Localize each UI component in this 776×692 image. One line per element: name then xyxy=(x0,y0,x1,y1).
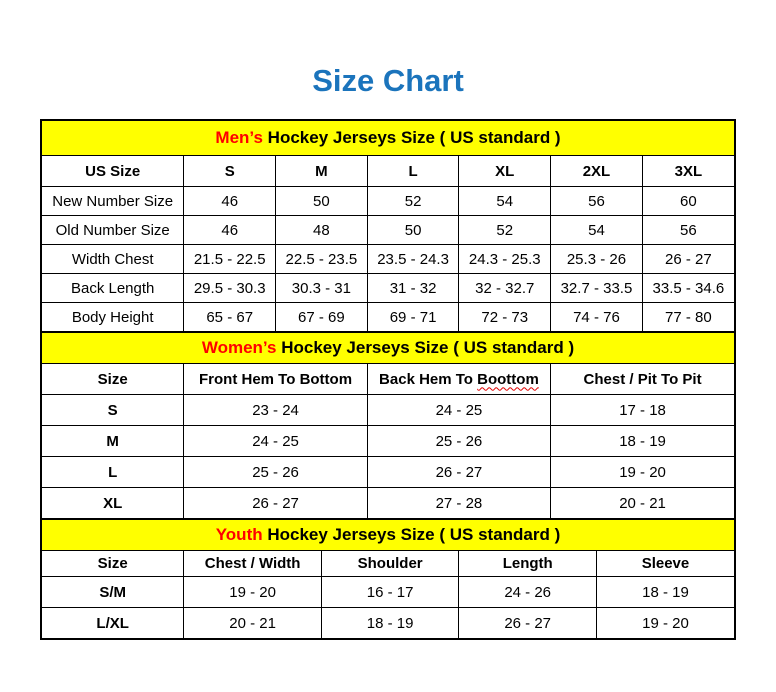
value-cell: 30.3 - 31 xyxy=(276,274,368,303)
value-cell: 32.7 - 33.5 xyxy=(551,274,643,303)
value-cell: 65 - 67 xyxy=(184,303,276,332)
column-header-row xyxy=(42,364,734,395)
row-label-cell: S xyxy=(42,395,184,426)
table-row xyxy=(42,608,734,639)
size-chart xyxy=(40,119,736,640)
youth-size-table xyxy=(42,551,734,638)
value-cell: 56 xyxy=(642,216,734,245)
value-cell: 24.3 - 25.3 xyxy=(459,245,551,274)
column-header-text: Back Hem To xyxy=(379,370,478,388)
column-header-cell: Size xyxy=(42,551,184,577)
column-header-cell: Front Hem To Bottom xyxy=(184,364,367,395)
misspelled-word: Boottom xyxy=(477,370,539,388)
value-cell: 48 xyxy=(276,216,368,245)
value-cell: 20 - 21 xyxy=(551,488,734,519)
value-cell: 23.5 - 24.3 xyxy=(367,245,459,274)
value-cell: 18 - 19 xyxy=(551,426,734,457)
row-label-cell: L xyxy=(42,457,184,488)
value-cell: 26 - 27 xyxy=(367,457,550,488)
value-cell: 31 - 32 xyxy=(367,274,459,303)
table-row xyxy=(42,303,734,332)
column-header-row xyxy=(42,156,734,187)
value-cell: 46 xyxy=(184,216,276,245)
value-cell: 74 - 76 xyxy=(551,303,643,332)
row-label-cell: Back Length xyxy=(42,274,184,303)
value-cell: 67 - 69 xyxy=(276,303,368,332)
value-cell: 52 xyxy=(367,187,459,216)
column-header-row xyxy=(42,551,734,577)
value-cell: 24 - 26 xyxy=(459,577,597,608)
value-cell: 25.3 - 26 xyxy=(551,245,643,274)
value-cell: 33.5 - 34.6 xyxy=(642,274,734,303)
womens-heading-text: Hockey Jerseys Size ( US standard ) xyxy=(276,338,575,357)
value-cell: 18 - 19 xyxy=(596,577,734,608)
column-header-cell: Sleeve xyxy=(596,551,734,577)
value-cell: 32 - 32.7 xyxy=(459,274,551,303)
value-cell: 60 xyxy=(642,187,734,216)
value-cell: 21.5 - 22.5 xyxy=(184,245,276,274)
column-header-cell: S xyxy=(184,156,276,187)
youth-heading-highlight: Youth xyxy=(215,525,263,544)
table-row xyxy=(42,187,734,216)
table-row xyxy=(42,216,734,245)
table-row xyxy=(42,488,734,519)
value-cell: 54 xyxy=(459,187,551,216)
table-row xyxy=(42,395,734,426)
value-cell: 23 - 24 xyxy=(184,395,367,426)
value-cell: 20 - 21 xyxy=(184,608,322,639)
column-header-cell: 2XL xyxy=(551,156,643,187)
row-label-cell: Body Height xyxy=(42,303,184,332)
row-label-cell: S/M xyxy=(42,577,184,608)
section-youth xyxy=(42,518,734,638)
row-label-cell: Width Chest xyxy=(42,245,184,274)
value-cell: 50 xyxy=(367,216,459,245)
value-cell: 19 - 20 xyxy=(184,577,322,608)
value-cell: 24 - 25 xyxy=(367,395,550,426)
value-cell: 25 - 26 xyxy=(184,457,367,488)
column-header-cell: US Size xyxy=(42,156,184,187)
column-header-cell xyxy=(367,364,550,395)
table-row xyxy=(42,426,734,457)
value-cell: 22.5 - 23.5 xyxy=(276,245,368,274)
value-cell: 77 - 80 xyxy=(642,303,734,332)
table-row xyxy=(42,457,734,488)
column-header-cell: XL xyxy=(459,156,551,187)
table-row xyxy=(42,274,734,303)
value-cell: 27 - 28 xyxy=(367,488,550,519)
value-cell: 26 - 27 xyxy=(459,608,597,639)
value-cell: 26 - 27 xyxy=(184,488,367,519)
value-cell: 29.5 - 30.3 xyxy=(184,274,276,303)
value-cell: 17 - 18 xyxy=(551,395,734,426)
column-header-cell: Length xyxy=(459,551,597,577)
column-header-cell: Shoulder xyxy=(321,551,459,577)
value-cell: 25 - 26 xyxy=(367,426,550,457)
row-label-cell: XL xyxy=(42,488,184,519)
value-cell: 18 - 19 xyxy=(321,608,459,639)
value-cell: 19 - 20 xyxy=(596,608,734,639)
womens-section-heading xyxy=(42,331,734,364)
page-title: Size Chart xyxy=(312,63,464,98)
column-header-cell: M xyxy=(276,156,368,187)
womens-size-table xyxy=(42,364,734,518)
column-header-cell: Chest / Pit To Pit xyxy=(551,364,734,395)
table-row xyxy=(42,577,734,608)
value-cell: 52 xyxy=(459,216,551,245)
column-header-cell: 3XL xyxy=(642,156,734,187)
mens-size-table xyxy=(42,156,734,331)
row-label-cell: Old Number Size xyxy=(42,216,184,245)
womens-heading-highlight: Women’s xyxy=(201,338,277,357)
value-cell: 24 - 25 xyxy=(184,426,367,457)
mens-heading-text: Hockey Jerseys Size ( US standard ) xyxy=(262,128,561,147)
youth-heading-text: Hockey Jerseys Size ( US standard ) xyxy=(262,525,561,544)
row-label-cell: L/XL xyxy=(42,608,184,639)
value-cell: 16 - 17 xyxy=(321,577,459,608)
row-label-cell: M xyxy=(42,426,184,457)
value-cell: 54 xyxy=(551,216,643,245)
value-cell: 50 xyxy=(276,187,368,216)
youth-section-heading xyxy=(42,518,734,551)
column-header-cell: Size xyxy=(42,364,184,395)
column-header-cell: Chest / Width xyxy=(184,551,322,577)
section-womens xyxy=(42,331,734,518)
row-label-cell: New Number Size xyxy=(42,187,184,216)
column-header-cell: L xyxy=(367,156,459,187)
value-cell: 72 - 73 xyxy=(459,303,551,332)
mens-section-heading xyxy=(42,121,734,156)
value-cell: 56 xyxy=(551,187,643,216)
value-cell: 26 - 27 xyxy=(642,245,734,274)
value-cell: 69 - 71 xyxy=(367,303,459,332)
table-row xyxy=(42,245,734,274)
value-cell: 46 xyxy=(184,187,276,216)
value-cell: 19 - 20 xyxy=(551,457,734,488)
section-mens xyxy=(42,121,734,331)
mens-heading-highlight: Men’s xyxy=(215,128,263,147)
